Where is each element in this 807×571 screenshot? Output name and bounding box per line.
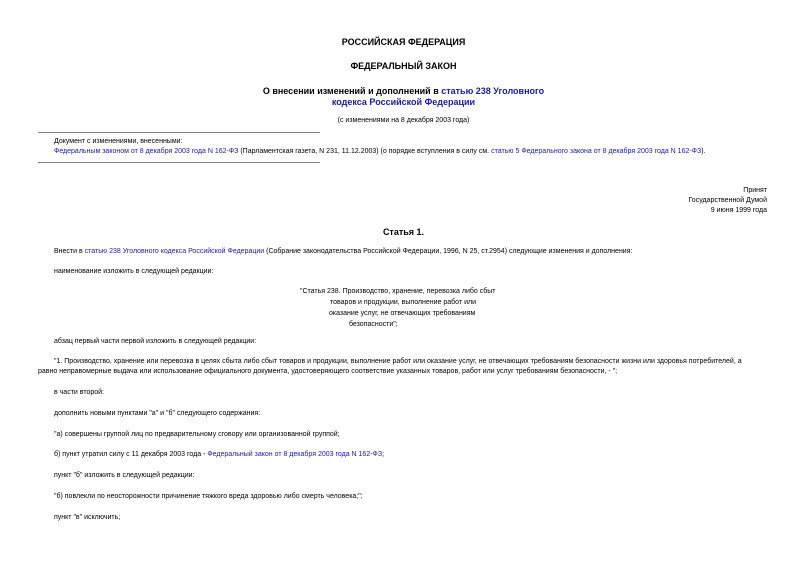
- paragraph-4-line-1: "1. Производство, хранение или перевозка в целях сбыта либо сбыт товаров и продукции, выполнение работ или оказание услуг, не отвечающих требованиям безопасности жизни или здоровья потребителей, а: [54, 358, 742, 365]
- paragraph-1: [54, 246, 632, 257]
- revision-note: (с изменениями на 8 декабря 2003 года): [337, 117, 470, 124]
- adopted-line2: Государственной Думой: [688, 197, 767, 204]
- paragraph-9: пункт "б" изложить в следующей редакции:: [54, 472, 195, 479]
- adopted-block: [560, 186, 767, 216]
- paragraph-8: [54, 449, 384, 460]
- amend-box-bottom-divider: [38, 162, 320, 163]
- paragraph-5: в части второй:: [54, 389, 104, 396]
- quote-line-3: оказание услуг, не отвечающих требованиям: [329, 310, 476, 317]
- amend-text-2: ).: [701, 148, 706, 155]
- doc-type-heading: ФЕДЕРАЛЬНЫЙ ЗАКОН: [350, 61, 457, 71]
- amend-link-article5[interactable]: статью 5 Федерального закона от 8 декабря 2003 года N 162-ФЗ: [491, 148, 702, 155]
- p8-link-162fz[interactable]: Федеральный закон от 8 декабря 2003 года N 162-ФЗ: [207, 451, 383, 458]
- law-title-link-line2[interactable]: кодекса Российской Федерации: [331, 97, 476, 107]
- quote-block: [300, 286, 560, 330]
- paragraph-10: "б) повлекли по неосторожности причинение тяжкого вреда здоровью либо смерть человека;";: [54, 493, 363, 500]
- p8-prefix: б) пункт утратил силу с 11 декабря 2003 года -: [54, 451, 208, 458]
- p1-prefix: Внести в: [54, 248, 85, 255]
- quote-line-1: "Статья 238. Производство, хранение, перевозка либо сбыт: [300, 288, 496, 295]
- law-title-link-line1[interactable]: статью 238 Уголовного: [441, 86, 545, 96]
- paragraph-4-line-2: равно неправомерные выдача или использование официального документа, удостоверяющего соответствие указанных товаров, работ или услуг требованиям безопасности, - ";: [38, 368, 618, 375]
- paragraph-6: дополнить новыми пунктами "а" и "б" следующего содержания:: [54, 410, 261, 417]
- amend-box-heading: Документ с изменениями, внесенными:: [54, 138, 183, 145]
- amend-link-162fz[interactable]: Федеральным законом от 8 декабря 2003 года N 162-ФЗ: [54, 148, 239, 155]
- amend-box-text: [54, 147, 706, 157]
- paragraph-11: пункт "в" исключить;: [54, 514, 121, 521]
- quote-line-4: безопасности";: [349, 321, 398, 328]
- paragraph-7: "а) совершены группой лиц по предварительному сговору или организованной группой;: [54, 431, 340, 438]
- country-heading: РОССИЙСКАЯ ФЕДЕРАЦИЯ: [341, 37, 466, 47]
- law-title-text: О внесении изменений и дополнений в: [262, 86, 442, 96]
- p8-suffix: ;: [382, 451, 385, 458]
- quote-line-2: товаров и продукции, выполнение работ или: [330, 299, 476, 306]
- paragraph-3: абзац первый части первой изложить в следующей редакции:: [54, 338, 257, 345]
- adopted-line3: 9 июня 1999 года: [710, 207, 767, 214]
- p1-suffix: (Собрание законодательства Российской Федерации, 1996, N 25, ст.2954) следующие изменения и дополнения:: [264, 248, 633, 255]
- article-title: Статья 1.: [382, 227, 425, 237]
- adopted-line1: Принят: [743, 187, 767, 194]
- p1-link-article238[interactable]: статью 238 Уголовного кодекса Российской Федерации: [84, 248, 265, 255]
- law-title: [0, 86, 807, 108]
- amend-box-top-divider: [38, 132, 320, 133]
- amend-text-1: (Парламентская газета, N 231, 11.12.2003) (о порядке вступления в силу см.: [238, 148, 492, 155]
- paragraph-2: наименование изложить в следующей редакции:: [54, 268, 214, 275]
